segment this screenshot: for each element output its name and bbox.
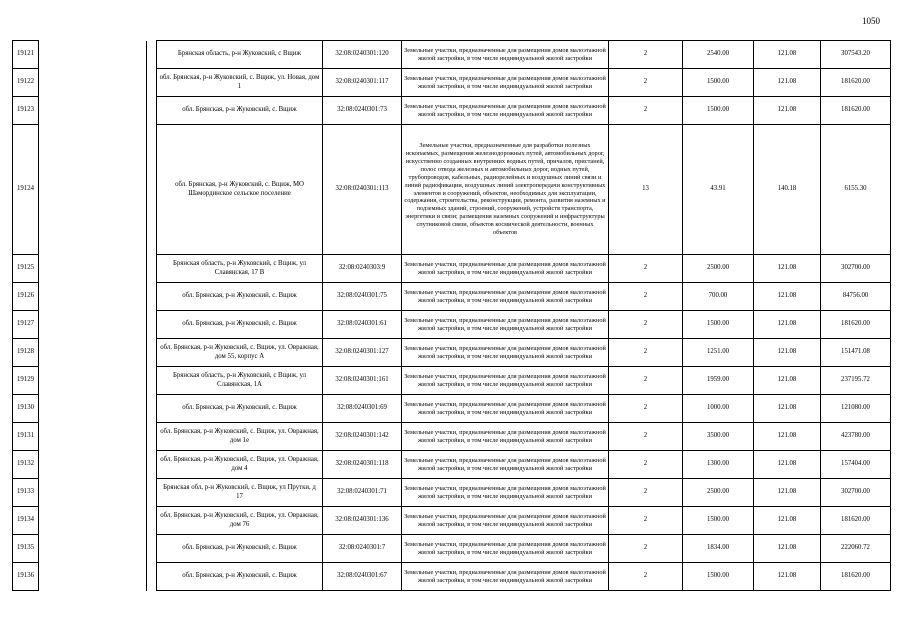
- table-row: [13, 451, 891, 479]
- cadastral-value-cell: 307543.20: [821, 41, 891, 69]
- cadastral-number-cell: 32:08:0240301:118: [323, 451, 402, 479]
- land-use-purpose-cell: Земельные участки, предназначенные для размещения домов малоэтажной жилой застройки, в том числе индивидуальной жилой застройки: [402, 451, 609, 479]
- land-use-purpose-cell: Земельные участки, предназначенные для размещения домов малоэтажной жилой застройки, в том числе индивидуальной жилой застройки: [402, 283, 609, 311]
- spacer-cell: [147, 367, 157, 395]
- use-type-code-cell: 2: [609, 311, 683, 339]
- use-type-code-cell: 2: [609, 367, 683, 395]
- table-row: [13, 423, 891, 451]
- address-cell: обл. Брянская, р-н Жуковский, с. Вщиж, ул. Овражная, дом 4: [157, 451, 323, 479]
- land-use-purpose-cell: Земельные участки, предназначенные для размещения домов малоэтажной жилой застройки, в том числе индивидуальной жилой застройки: [402, 255, 609, 283]
- row-number-cell: 19122: [13, 69, 39, 97]
- address-cell: обл. Брянская, р-н Жуковский, с. Вщиж, ул. Овражная, дом 76: [157, 507, 323, 535]
- spacer-cell: [147, 507, 157, 535]
- use-type-code-cell: 2: [609, 507, 683, 535]
- row-number-cell: 19128: [13, 339, 39, 367]
- land-use-purpose-cell: Земельные участки, предназначенные для размещения домов малоэтажной жилой застройки, в том числе индивидуальной жилой застройки: [402, 535, 609, 563]
- use-type-code-cell: 2: [609, 69, 683, 97]
- table-row: [13, 255, 891, 283]
- area-cell: 1000.00: [683, 395, 754, 423]
- land-use-purpose-cell: Земельные участки, предназначенные для размещения домов малоэтажной жилой застройки, в том числе индивидуальной жилой застройки: [402, 563, 609, 591]
- use-type-code-cell: 2: [609, 423, 683, 451]
- address-cell: обл. Брянская, р-н Жуковский, с. Вщиж, ул. Новая, дом 1: [157, 69, 323, 97]
- specific-value-cell: 121.08: [754, 535, 821, 563]
- area-cell: 2540.00: [683, 41, 754, 69]
- use-type-code-cell: 2: [609, 283, 683, 311]
- spacer-cell: [39, 507, 147, 535]
- spacer-cell: [147, 255, 157, 283]
- address-cell: Брянская область, р-н Жуковский, с Вщиж: [157, 41, 323, 69]
- area-cell: 700.00: [683, 283, 754, 311]
- land-use-purpose-cell: Земельные участки, предназначенные для размещения домов малоэтажной жилой застройки, в том числе индивидуальной жилой застройки: [402, 395, 609, 423]
- cadastral-value-cell: 181620.00: [821, 69, 891, 97]
- cadastral-value-cell: 84756.00: [821, 283, 891, 311]
- row-number-cell: 19126: [13, 283, 39, 311]
- address-cell: обл. Брянская, р-н Жуковский, с. Вщиж: [157, 535, 323, 563]
- spacer-cell: [39, 255, 147, 283]
- area-cell: 1251.00: [683, 339, 754, 367]
- cadastral-value-cell: 121080.00: [821, 395, 891, 423]
- table-row: [13, 97, 891, 125]
- use-type-code-cell: 2: [609, 41, 683, 69]
- area-cell: 1500.00: [683, 97, 754, 125]
- cadastral-value-cell: 181620.00: [821, 507, 891, 535]
- row-number-cell: 19125: [13, 255, 39, 283]
- table-row: [13, 339, 891, 367]
- cadastral-number-cell: 32:08:0240301:61: [323, 311, 402, 339]
- spacer-cell: [147, 97, 157, 125]
- cadastral-value-cell: 157404.00: [821, 451, 891, 479]
- land-use-purpose-cell: Земельные участки, предназначенные для разработки полезных ископаемых, размещения железнодорожных путей, автомобильных дорог, искусственно созданных внутренних водных путей, причалов, пристаней, полос отвода железных и автомобильных дорог, водных путей, трубопроводов, кабельных, радиорелейных и воздушных линий связи и линий радиофикации, воздушных линий электропередачи конструктивных элементов и сооружений, объектов, необходимых для эксплуатации, содержания, строительства, реконструкции, ремонта, развития наземных и подземных зданий, строений, сооружений, устройств транспорта, энергетики и связи; размещения наземных сооружений и инфраструктуры спутниковой связи, объектов космической деятельности, военных объектов: [402, 125, 609, 255]
- row-number-cell: 19127: [13, 311, 39, 339]
- land-use-purpose-cell: Земельные участки, предназначенные для размещения домов малоэтажной жилой застройки, в том числе индивидуальной жилой застройки: [402, 311, 609, 339]
- use-type-code-cell: 2: [609, 563, 683, 591]
- spacer-cell: [39, 535, 147, 563]
- area-cell: 2500.00: [683, 255, 754, 283]
- cadastral-number-cell: 32:08:0240301:67: [323, 563, 402, 591]
- spacer-cell: [39, 479, 147, 507]
- use-type-code-cell: 2: [609, 395, 683, 423]
- spacer-cell: [147, 311, 157, 339]
- area-cell: 1500.00: [683, 563, 754, 591]
- cadastral-number-cell: 32:08:0240301:73: [323, 97, 402, 125]
- table-row: [13, 69, 891, 97]
- cadastral-number-cell: 32:08:0240303:9: [323, 255, 402, 283]
- specific-value-cell: 121.08: [754, 479, 821, 507]
- table-row: [13, 507, 891, 535]
- spacer-cell: [39, 97, 147, 125]
- use-type-code-cell: 2: [609, 339, 683, 367]
- cadastral-number-cell: 32:08:0240301:120: [323, 41, 402, 69]
- cadastral-value-cell: 181620.00: [821, 563, 891, 591]
- cadastral-value-cell: 151471.08: [821, 339, 891, 367]
- spacer-cell: [147, 395, 157, 423]
- table-row: [13, 311, 891, 339]
- spacer-cell: [39, 367, 147, 395]
- specific-value-cell: 121.08: [754, 69, 821, 97]
- address-cell: обл. Брянская, р-н Жуковский, с. Вщиж: [157, 395, 323, 423]
- land-registry-table: [12, 40, 891, 591]
- row-number-cell: 19135: [13, 535, 39, 563]
- spacer-cell: [39, 423, 147, 451]
- row-number-cell: 19130: [13, 395, 39, 423]
- cadastral-value-cell: 6155.30: [821, 125, 891, 255]
- spacer-cell: [39, 451, 147, 479]
- specific-value-cell: 121.08: [754, 507, 821, 535]
- spacer-cell: [39, 311, 147, 339]
- land-use-purpose-cell: Земельные участки, предназначенные для размещения домов малоэтажной жилой застройки, в том числе индивидуальной жилой застройки: [402, 339, 609, 367]
- area-cell: 43.91: [683, 125, 754, 255]
- spacer-cell: [147, 125, 157, 255]
- specific-value-cell: 121.08: [754, 97, 821, 125]
- use-type-code-cell: 2: [609, 451, 683, 479]
- specific-value-cell: 121.08: [754, 255, 821, 283]
- table-row: [13, 563, 891, 591]
- page-number: 1050: [862, 16, 880, 26]
- specific-value-cell: 121.08: [754, 395, 821, 423]
- cadastral-number-cell: 32:08:0240301:136: [323, 507, 402, 535]
- table-row: [13, 535, 891, 563]
- address-cell: обл. Брянская, р-н Жуковский, с. Вщиж: [157, 311, 323, 339]
- table-row: [13, 479, 891, 507]
- spacer-cell: [39, 395, 147, 423]
- use-type-code-cell: 2: [609, 97, 683, 125]
- address-cell: Брянская обл, р-н Жуковский, с. Вщиж, ул Прутки, д 17: [157, 479, 323, 507]
- specific-value-cell: 121.08: [754, 283, 821, 311]
- spacer-cell: [147, 423, 157, 451]
- land-use-purpose-cell: Земельные участки, предназначенные для размещения домов малоэтажной жилой застройки, в том числе индивидуальной жилой застройки: [402, 507, 609, 535]
- address-cell: обл. Брянская, р-н Жуковский, с. Вщиж: [157, 283, 323, 311]
- cadastral-number-cell: 32:08:0240301:142: [323, 423, 402, 451]
- area-cell: 2500.00: [683, 479, 754, 507]
- cadastral-value-cell: 302700.00: [821, 255, 891, 283]
- specific-value-cell: 121.08: [754, 423, 821, 451]
- row-number-cell: 19134: [13, 507, 39, 535]
- spacer-cell: [147, 563, 157, 591]
- cadastral-number-cell: 32:08:0240301:127: [323, 339, 402, 367]
- land-use-purpose-cell: Земельные участки, предназначенные для размещения домов малоэтажной жилой застройки, в том числе индивидуальной жилой застройки: [402, 423, 609, 451]
- spacer-cell: [39, 125, 147, 255]
- row-number-cell: 19136: [13, 563, 39, 591]
- specific-value-cell: 121.08: [754, 311, 821, 339]
- table-body: [13, 41, 891, 591]
- table-row: [13, 283, 891, 311]
- cadastral-value-cell: 181620.00: [821, 97, 891, 125]
- land-use-purpose-cell: Земельные участки, предназначенные для размещения домов малоэтажной жилой застройки, в том числе индивидуальной жилой застройки: [402, 479, 609, 507]
- spacer-cell: [147, 451, 157, 479]
- land-use-purpose-cell: Земельные участки, предназначенные для размещения домов малоэтажной жилой застройки, в том числе индивидуальной жилой застройки: [402, 41, 609, 69]
- address-cell: Брянская область, р-н Жуковский, с Вщиж, ул Славянская, 17 В: [157, 255, 323, 283]
- spacer-cell: [147, 479, 157, 507]
- table-row: [13, 367, 891, 395]
- cadastral-number-cell: 32:08:0240301:161: [323, 367, 402, 395]
- row-number-cell: 19123: [13, 97, 39, 125]
- address-cell: обл. Брянская, р-н Жуковский, с. Вщиж, МО Шамординское сельское поселение: [157, 125, 323, 255]
- row-number-cell: 19132: [13, 451, 39, 479]
- cadastral-number-cell: 32:08:0240301:69: [323, 395, 402, 423]
- row-number-cell: 19121: [13, 41, 39, 69]
- land-use-purpose-cell: Земельные участки, предназначенные для размещения домов малоэтажной жилой застройки, в том числе индивидуальной жилой застройки: [402, 367, 609, 395]
- address-cell: обл. Брянская, р-н Жуковский, с. Вщиж: [157, 563, 323, 591]
- area-cell: 1959.00: [683, 367, 754, 395]
- area-cell: 1500.00: [683, 69, 754, 97]
- area-cell: 1834.00: [683, 535, 754, 563]
- cadastral-number-cell: 32:08:0240301:113: [323, 125, 402, 255]
- spacer-cell: [39, 563, 147, 591]
- table-row: [13, 125, 891, 255]
- area-cell: 1500.00: [683, 507, 754, 535]
- cadastral-number-cell: 32:08:0240301:117: [323, 69, 402, 97]
- cadastral-number-cell: 32:08:0240301:75: [323, 283, 402, 311]
- cadastral-value-cell: 237195.72: [821, 367, 891, 395]
- address-cell: обл. Брянская, р-н Жуковский, с. Вщиж: [157, 97, 323, 125]
- spacer-cell: [147, 535, 157, 563]
- row-number-cell: 19133: [13, 479, 39, 507]
- spacer-cell: [39, 69, 147, 97]
- row-number-cell: 19124: [13, 125, 39, 255]
- address-cell: обл. Брянская, р-н Жуковский, с. Вщиж, ул. Овражная, дом 55, корпус А: [157, 339, 323, 367]
- cadastral-value-cell: 302700.00: [821, 479, 891, 507]
- cadastral-value-cell: 423780.00: [821, 423, 891, 451]
- specific-value-cell: 121.08: [754, 451, 821, 479]
- area-cell: 1300.00: [683, 451, 754, 479]
- spacer-cell: [147, 283, 157, 311]
- row-number-cell: 19131: [13, 423, 39, 451]
- specific-value-cell: 121.08: [754, 367, 821, 395]
- address-cell: обл. Брянская, р-н Жуковский, с. Вщиж, ул. Овражная, дом 1е: [157, 423, 323, 451]
- spacer-cell: [147, 69, 157, 97]
- cadastral-value-cell: 181620.00: [821, 311, 891, 339]
- specific-value-cell: 140.18: [754, 125, 821, 255]
- spacer-cell: [39, 283, 147, 311]
- specific-value-cell: 121.08: [754, 339, 821, 367]
- specific-value-cell: 121.08: [754, 41, 821, 69]
- address-cell: Брянская область, р-н Жуковский, с Вщиж, ул Славянская, 1А: [157, 367, 323, 395]
- land-use-purpose-cell: Земельные участки, предназначенные для размещения домов малоэтажной жилой застройки, в том числе индивидуальной жилой застройки: [402, 69, 609, 97]
- spacer-cell: [39, 41, 147, 69]
- row-number-cell: 19129: [13, 367, 39, 395]
- spacer-cell: [147, 41, 157, 69]
- cadastral-number-cell: 32:08:0240301:7: [323, 535, 402, 563]
- area-cell: 3500.00: [683, 423, 754, 451]
- use-type-code-cell: 2: [609, 479, 683, 507]
- table-row: [13, 41, 891, 69]
- specific-value-cell: 121.08: [754, 563, 821, 591]
- use-type-code-cell: 2: [609, 535, 683, 563]
- use-type-code-cell: 2: [609, 255, 683, 283]
- spacer-cell: [147, 339, 157, 367]
- land-use-purpose-cell: Земельные участки, предназначенные для размещения домов малоэтажной жилой застройки, в том числе индивидуальной жилой застройки: [402, 97, 609, 125]
- spacer-cell: [39, 339, 147, 367]
- table-row: [13, 395, 891, 423]
- use-type-code-cell: 13: [609, 125, 683, 255]
- cadastral-number-cell: 32:08:0240301:71: [323, 479, 402, 507]
- cadastral-value-cell: 222060.72: [821, 535, 891, 563]
- area-cell: 1500.00: [683, 311, 754, 339]
